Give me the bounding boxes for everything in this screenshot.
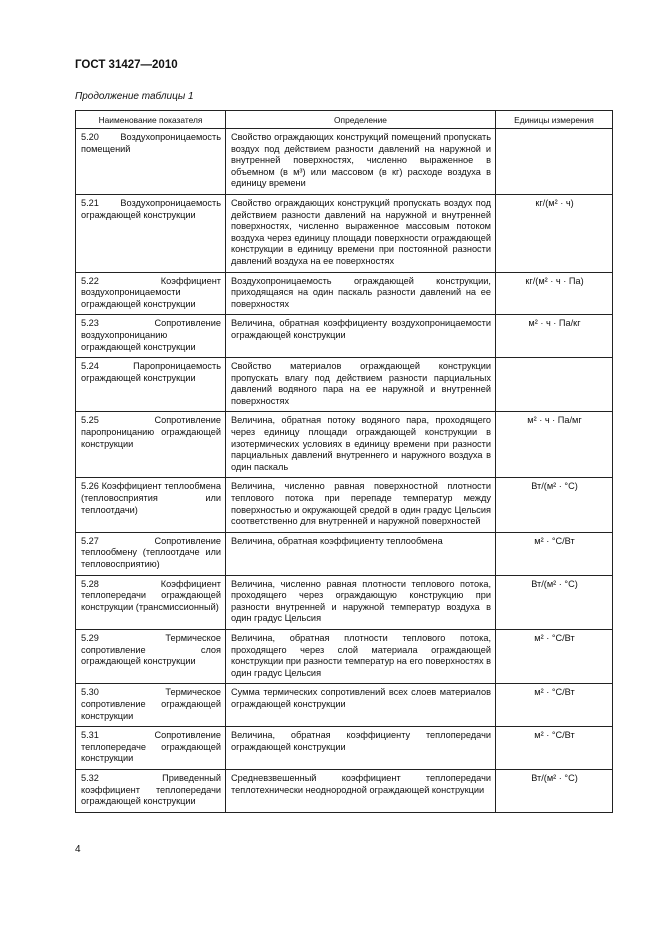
row-unit-cell: Вт/(м² · °С) [496,575,613,629]
row-definition-cell: Величина, обратная коэффициенту теплообмена [226,532,496,575]
row-unit-cell: кг/(м² · ч) [496,194,613,272]
row-name-cell: 5.26 Коэффициент теплообмена (тепловосприятия или теплоотдачи) [76,478,226,532]
row-definition-cell: Воздухопроницаемость ограждающей конструкции, приходящаяся на один паскаль разности давлений на ее поверхностях [226,272,496,315]
table-row [76,629,613,683]
row-unit-cell: кг/(м² · ч · Па) [496,272,613,315]
page-number: 4 [75,844,81,855]
row-name-cell: 5.23 Сопротивление воздухопроницанию ограждающей конструкции [76,315,226,358]
row-definition-cell: Свойство материалов ограждающей конструкции пропускать влагу под действием разности парциальных давлений водяного пара на ее наружной и внутренней поверхностях [226,358,496,412]
table-row [76,194,613,272]
column-header-name: Наименование показателя [76,111,226,129]
table-row [76,129,613,195]
definitions-table [75,110,613,813]
row-definition-cell: Свойство ограждающих конструкций пропускать воздух под действием разности давлений на наружной и внутренней поверхностях, численно выраженное массовым потоком воздуха через единицу площади поверхности ограждающей конструкции в единицу времени при постоянной разности давлений воздуха на ее поверхностях [226,194,496,272]
row-name-cell: 5.28 Коэффициент теплопередачи ограждающей конструкции (трансмиссионный) [76,575,226,629]
row-name-cell: 5.29 Термическое сопротивление слоя ограждающей конструкции [76,629,226,683]
row-definition-cell: Свойство ограждающих конструкций помещений пропускать воздух под действием разности давлений на наружной и внутренней поверхностях, численно выраженное в объемном (в м³) или массовом (в кг) расходе воздуха в единицу времени [226,129,496,195]
row-name-cell: 5.21 Воздухопроницаемость ограждающей конструкции [76,194,226,272]
row-unit-cell: м² · ч · Па/кг [496,315,613,358]
row-unit-cell: м² · ч · Па/мг [496,412,613,478]
row-unit-cell [496,358,613,412]
table-row [76,575,613,629]
row-definition-cell: Величина, численно равная поверхностной плотности теплового потока при перепаде температур между поверхностью и окружающей средой в один градус Цельсия соответственно для внутренней и наружной поверхностей [226,478,496,532]
row-definition-cell: Величина, обратная коэффициенту воздухопроницаемости ограждающей конструкции [226,315,496,358]
row-unit-cell: м² · °С/Вт [496,629,613,683]
row-name-cell: 5.22 Коэффициент воздухопроницаемости ограждающей конструкции [76,272,226,315]
row-unit-cell: м² · °С/Вт [496,532,613,575]
row-definition-cell: Величина, обратная плотности теплового потока, проходящего через слой материала ограждающей конструкции при разности температур на его поверхностях в один градус Цельсия [226,629,496,683]
table-row [76,272,613,315]
table-caption: Продолжение таблицы 1 [75,91,194,102]
row-name-cell: 5.25 Сопротивление паропроницанию ограждающей конструкции [76,412,226,478]
row-definition-cell: Средневзвешенный коэффициент теплопередачи теплотехнически неоднородной ограждающей конструкции [226,769,496,812]
row-unit-cell: Вт/(м² · °С) [496,769,613,812]
row-name-cell: 5.20 Воздухопроницаемость помещений [76,129,226,195]
row-name-cell: 5.24 Паропроницаемость ограждающей конструкции [76,358,226,412]
row-name-cell: 5.32 Приведенный коэффициент теплопередачи ограждающей конструкции [76,769,226,812]
row-name-cell: 5.27 Сопротивление теплообмену (теплоотдаче или тепловосприятию) [76,532,226,575]
column-header-unit: Единицы измерения [496,111,613,129]
row-unit-cell: м² · °С/Вт [496,684,613,727]
document-header: ГОСТ 31427—2010 [75,59,178,71]
table-row [76,769,613,812]
table-row [76,684,613,727]
row-unit-cell: м² · °С/Вт [496,727,613,770]
table-row [76,412,613,478]
row-definition-cell: Величина, численно равная плотности теплового потока, проходящего через ограждающую конструкцию при разности внутренней и наружной температур воздуха в один градус Цельсия [226,575,496,629]
table-row [76,358,613,412]
table-row [76,315,613,358]
row-definition-cell: Величина, обратная коэффициенту теплопередачи ограждающей конструкции [226,727,496,770]
row-definition-cell: Величина, обратная потоку водяного пара, проходящего через единицу площади ограждающей конструкции в изотермических условиях в единицу времени при разности парциальных давлений внутреннего и наружного воздуха в один паскаль [226,412,496,478]
row-unit-cell [496,129,613,195]
row-definition-cell: Сумма термических сопротивлений всех слоев материалов ограждающей конструкции [226,684,496,727]
column-header-definition: Определение [226,111,496,129]
row-unit-cell: Вт/(м² · °С) [496,478,613,532]
table-row [76,478,613,532]
row-name-cell: 5.30 Термическое сопротивление ограждающей конструкции [76,684,226,727]
row-name-cell: 5.31 Сопротивление теплопередаче ограждающей конструкции [76,727,226,770]
table-row [76,727,613,770]
table-header-row [76,111,613,129]
table-row [76,532,613,575]
